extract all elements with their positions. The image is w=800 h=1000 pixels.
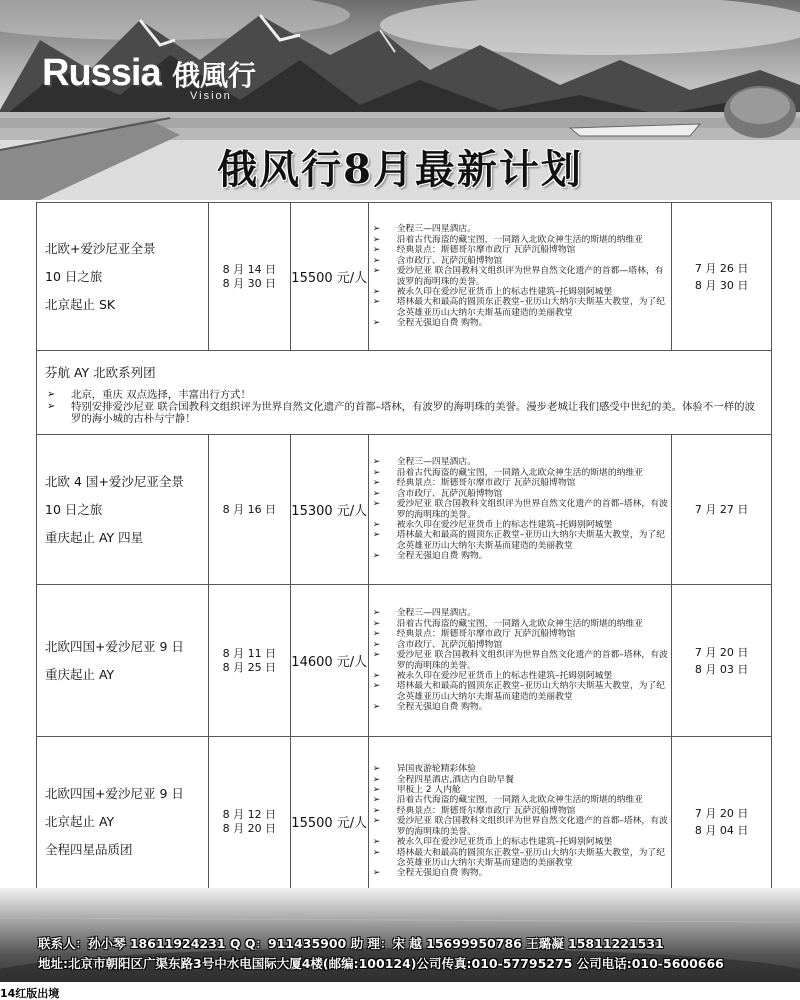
departure-dates-cell <box>208 737 290 907</box>
list-item <box>371 619 669 629</box>
list-item <box>371 551 669 561</box>
list-item-text: 含市政厅、瓦萨沉船博物馆 <box>396 488 503 499</box>
bullet-arrow-icon: ➢ <box>372 530 381 541</box>
bullet-arrow-icon: ➢ <box>372 255 381 266</box>
list-item <box>371 681 669 702</box>
tour-duration: 10 日之旅 <box>45 501 103 517</box>
address-info: 地址:北京市朝阳区广渠东路3号中水电国际大厦4楼(邮编:100124)公司传真:010-57795275 公司电话:010-5600666 <box>38 956 724 971</box>
list-item-text: 被永久印在爱沙尼亚货币上的标志性建筑–托姆别阿城堡 <box>396 670 613 681</box>
list-item <box>371 650 669 671</box>
list-item <box>371 806 669 816</box>
list-item-text: 沿着古代海盗的藏宝图，一同踏入北欧众神生活的斯堪的纳维亚 <box>396 795 644 806</box>
table-row <box>37 737 772 907</box>
return-date: 7 月 20 日 <box>694 645 749 659</box>
bullet-arrow-icon: ➢ <box>372 650 381 661</box>
list-item-text: 全程无强迫自费 购物。 <box>396 868 488 879</box>
list-item <box>371 468 669 478</box>
list-item <box>371 478 669 488</box>
list-item <box>371 671 669 681</box>
tour-name: 北欧四国+爱沙尼亚 9 日 <box>45 785 184 801</box>
features-cell <box>368 203 671 351</box>
promo-row <box>37 351 772 435</box>
list-item-text: 被永久印在爱沙尼亚货币上的标志性建筑–托姆别阿城堡 <box>396 837 613 848</box>
tour-duration: 10 日之旅 <box>45 268 103 284</box>
features-list <box>371 457 669 561</box>
tour-name-cell <box>37 203 209 351</box>
list-item <box>371 266 669 287</box>
bullet-arrow-icon: ➢ <box>372 551 381 562</box>
list-item <box>371 235 669 245</box>
list-item-text: 经典景点：斯德哥尔摩市政厅 瓦萨沉船博物馆 <box>396 245 576 256</box>
features-list <box>371 608 669 712</box>
list-item <box>371 816 669 837</box>
return-dates-cell <box>672 585 772 737</box>
departure-date: 8 月 11 日 <box>222 646 277 660</box>
list-item-text: 特别安排爱沙尼亚 联合国教科文组织评为世界自然文化遗产的首都–塔林，有波罗的海明珠的美誉。漫步老城让我们感受中世纪的美。体验不一样的波罗的海小城的古朴与宁静！ <box>71 400 755 425</box>
list-item-text: 经典景点：斯德哥尔摩市政厅 瓦萨沉船博物馆 <box>396 629 576 640</box>
features-cell <box>368 737 671 907</box>
departure-date: 8 月 25 日 <box>222 660 277 674</box>
tour-departure: 北京起止 SK <box>45 296 116 312</box>
tour-departure: 北京起止 AY <box>45 813 115 829</box>
list-item <box>371 297 669 318</box>
list-item-text: 塔林最大和最高的圆顶东正教堂–亚历山大纳尔夫斯基大教堂，为了纪念英雄亚历山大纳尔夫斯基而建造的美丽教堂 <box>396 681 666 702</box>
list-item-text: 全程三—四星酒店。 <box>396 457 476 468</box>
bullet-arrow-icon: ➢ <box>372 868 381 879</box>
list-item-text: 全程无强迫自费 购物。 <box>396 318 488 329</box>
departure-date: 8 月 14 日 <box>222 262 277 276</box>
logo-chinese: 俄風行 <box>172 59 257 92</box>
list-item <box>371 530 669 551</box>
price-cell: 15500 元/人 <box>290 203 368 351</box>
tour-name: 北欧+爱沙尼亚全景 <box>45 240 156 256</box>
table-row <box>37 585 772 737</box>
footer-banner <box>0 888 800 982</box>
list-item <box>371 256 669 266</box>
bullet-arrow-icon: ➢ <box>372 297 381 308</box>
list-item <box>371 795 669 805</box>
return-date: 7 月 26 日 <box>694 261 749 275</box>
list-item <box>45 389 763 401</box>
table-row <box>37 435 772 585</box>
list-item-text: 爱沙尼亚 联合国教科文组织评为世界自然文化遗产的首都—塔林，有波罗的海明珠的美誉。 <box>396 266 664 287</box>
list-item-text: 甲板上 2 人内舱 <box>396 785 461 796</box>
return-date: 8 月 03 日 <box>694 662 749 676</box>
list-item-text: 异国夜游轮精彩体验 <box>396 764 476 775</box>
list-item-text: 经典景点：斯德哥尔摩市政厅 瓦萨沉船博物馆 <box>396 805 576 816</box>
bullet-arrow-icon: ➢ <box>372 805 381 816</box>
bullet-arrow-icon: ➢ <box>47 400 56 412</box>
logo-text: Russia <box>42 52 161 94</box>
features-cell <box>368 585 671 737</box>
return-dates-cell <box>672 435 772 585</box>
list-item <box>371 868 669 878</box>
tour-name: 北欧四国+爱沙尼亚 9 日 <box>45 638 184 654</box>
list-item <box>371 520 669 530</box>
bullet-arrow-icon: ➢ <box>372 702 381 713</box>
bullet-arrow-icon: ➢ <box>372 681 381 692</box>
tour-name-cell <box>37 435 209 585</box>
bullet-arrow-icon: ➢ <box>372 764 381 775</box>
return-date: 7 月 20 日 <box>694 806 749 820</box>
contact-info: 联系人：孙小琴 18611924231 Q Q：911435900 助 理：宋 越 15699950786 王璐凝 15811221531 <box>38 936 664 951</box>
price-cell: 14600 元/人 <box>290 585 368 737</box>
list-item <box>371 608 669 618</box>
list-item-text: 经典景点：斯德哥尔摩市政厅 瓦萨沉船博物馆 <box>396 478 576 489</box>
bullet-arrow-icon: ➢ <box>372 618 381 629</box>
list-item-text: 爱沙尼亚 联合国教科文组织评为世界自然文化遗产的首都–塔林，有波罗的海明珠的美誉。 <box>396 499 668 520</box>
list-item <box>371 837 669 847</box>
bullet-arrow-icon: ➢ <box>372 467 381 478</box>
promo-list <box>45 389 763 425</box>
list-item-text: 全程三—四星酒店。 <box>396 224 476 235</box>
price-cell: 15300 元/人 <box>290 435 368 585</box>
list-item-text: 塔林最大和最高的圆顶东正教堂–亚历山大纳尔夫斯基大教堂，为了纪念英雄亚历山大纳尔夫斯基而建造的美丽教堂 <box>396 530 666 551</box>
list-item <box>371 764 669 774</box>
tour-name-cell <box>37 585 209 737</box>
departure-dates-cell <box>208 435 290 585</box>
list-item-text: 沿着古代海盗的藏宝图，一同踏入北欧众神生活的斯堪的纳维亚 <box>396 618 644 629</box>
departure-dates-cell <box>208 585 290 737</box>
bullet-arrow-icon: ➢ <box>372 318 381 329</box>
list-item-text: 塔林最大和最高的圆顶东正教堂–亚历山大纳尔夫斯基大教堂，为了纪念英雄亚历山大纳尔夫斯基而建造的美丽教堂 <box>396 297 666 318</box>
list-item <box>45 401 763 425</box>
list-item <box>371 245 669 255</box>
list-item-text: 沿着古代海盗的藏宝图，一同踏入北欧众神生活的斯堪的纳维亚 <box>396 234 644 245</box>
bullet-arrow-icon: ➢ <box>372 774 381 785</box>
bullet-arrow-icon: ➢ <box>47 388 56 400</box>
departure-date: 8 月 20 日 <box>222 821 277 835</box>
header-banner <box>0 0 800 200</box>
tour-departure: 重庆起止 AY 四星 <box>45 529 144 545</box>
list-item-text: 含市政厅、瓦萨沉船博物馆 <box>396 255 503 266</box>
return-dates-cell <box>672 203 772 351</box>
bullet-arrow-icon: ➢ <box>372 224 381 235</box>
table-row <box>37 203 772 351</box>
promo-cell <box>37 351 772 435</box>
logo-subtitle: Vision <box>190 90 232 102</box>
return-dates-cell <box>672 737 772 907</box>
bullet-arrow-icon: ➢ <box>372 286 381 297</box>
list-item-text: 全程无强迫自费 购物。 <box>396 551 488 562</box>
list-item-text: 塔林最大和最高的圆顶东正教堂–亚历山大纳尔夫斯基大教堂，为了纪念英雄亚历山大纳尔夫斯基而建造的美丽教堂 <box>396 847 666 868</box>
bullet-arrow-icon: ➢ <box>372 608 381 619</box>
bullet-arrow-icon: ➢ <box>372 795 381 806</box>
bullet-arrow-icon: ➢ <box>372 519 381 530</box>
page-label: 14红版出境 <box>0 987 60 1000</box>
bullet-arrow-icon: ➢ <box>372 499 381 510</box>
page-title: 俄风行8月最新计划 <box>217 146 583 193</box>
tour-name-cell <box>37 737 209 907</box>
return-date: 7 月 27 日 <box>694 503 749 516</box>
bullet-arrow-icon: ➢ <box>372 266 381 277</box>
list-item <box>371 489 669 499</box>
tour-name: 北欧 4 国+爱沙尼亚全景 <box>45 473 184 489</box>
list-item <box>371 224 669 234</box>
list-item-text: 北京，重庆 双点选择，丰富出行方式！ <box>71 388 251 401</box>
list-item <box>371 318 669 328</box>
list-item-text: 全程四星酒店,酒店内自助早餐 <box>396 774 514 785</box>
list-item-text: 含市政厅、瓦萨沉船博物馆 <box>396 639 503 650</box>
list-item <box>371 629 669 639</box>
departure-date: 8 月 30 日 <box>222 276 277 290</box>
features-list <box>371 764 669 878</box>
return-date: 8 月 04 日 <box>694 823 749 837</box>
bullet-arrow-icon: ➢ <box>372 785 381 796</box>
bullet-arrow-icon: ➢ <box>372 234 381 245</box>
list-item <box>371 702 669 712</box>
bullet-arrow-icon: ➢ <box>372 639 381 650</box>
bullet-arrow-icon: ➢ <box>372 488 381 499</box>
list-item-text: 沿着古代海盗的藏宝图，一同踏入北欧众神生活的斯堪的纳维亚 <box>396 467 644 478</box>
tour-table <box>36 202 772 907</box>
bullet-arrow-icon: ➢ <box>372 816 381 827</box>
tour-grade: 全程四星品质团 <box>45 841 133 857</box>
bullet-arrow-icon: ➢ <box>372 837 381 848</box>
list-item <box>371 457 669 467</box>
list-item-text: 爱沙尼亚 联合国教科文组织评为世界自然文化遗产的首都–塔林，有波罗的海明珠的美誉。 <box>396 816 668 837</box>
bullet-arrow-icon: ➢ <box>372 245 381 256</box>
departure-date: 8 月 12 日 <box>222 807 277 821</box>
list-item <box>371 848 669 869</box>
features-cell <box>368 435 671 585</box>
list-item-text: 被永久印在爱沙尼亚货币上的标志性建筑–托姆别阿城堡 <box>396 519 613 530</box>
features-list <box>371 224 669 328</box>
list-item <box>371 499 669 520</box>
promo-title: 芬航 AY 北欧系列团 <box>45 364 156 380</box>
departure-date: 8 月 16 日 <box>222 502 277 516</box>
departure-dates-cell <box>208 203 290 351</box>
bullet-arrow-icon: ➢ <box>372 847 381 858</box>
list-item <box>371 640 669 650</box>
return-date: 8 月 30 日 <box>694 278 749 292</box>
bullet-arrow-icon: ➢ <box>372 478 381 489</box>
bullet-arrow-icon: ➢ <box>372 457 381 468</box>
list-item-text: 爱沙尼亚 联合国教科文组织评为世界自然文化遗产的首都–塔林，有波罗的海明珠的美誉。 <box>396 650 668 671</box>
list-item-text: 全程三—四星酒店。 <box>396 608 476 619</box>
tour-departure: 重庆起止 AY <box>45 666 115 682</box>
list-item <box>371 785 669 795</box>
list-item-text: 被永久印在爱沙尼亚货币上的标志性建筑–托姆别阿城堡 <box>396 286 613 297</box>
bullet-arrow-icon: ➢ <box>372 670 381 681</box>
price-cell: 15500 元/人 <box>290 737 368 907</box>
list-item <box>371 287 669 297</box>
list-item-text: 全程无强迫自费 购物。 <box>396 702 488 713</box>
bullet-arrow-icon: ➢ <box>372 629 381 640</box>
list-item <box>371 775 669 785</box>
